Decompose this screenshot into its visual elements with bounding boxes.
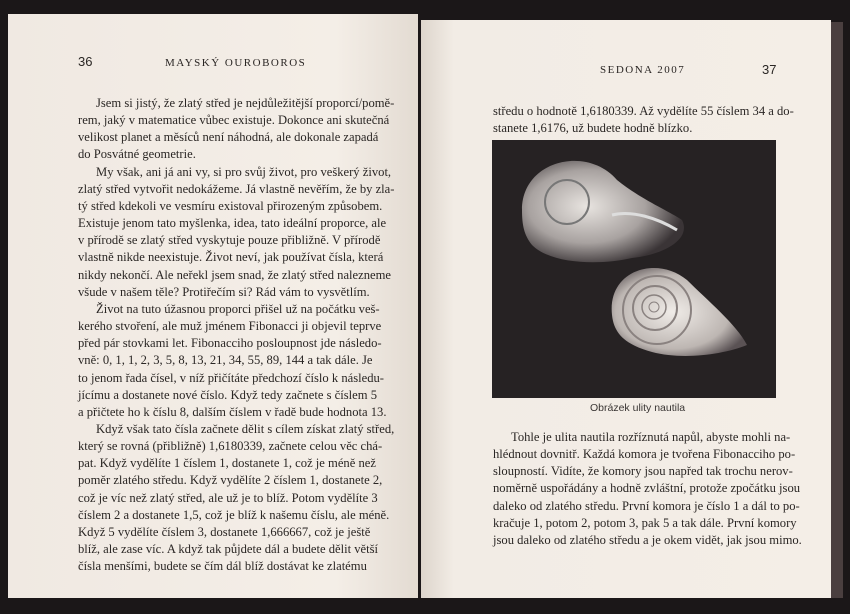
text-line: daleko od zlatého středu. První komora je číslo 1 a dál to po-	[493, 498, 800, 513]
text-line: Jsem si jistý, že zlatý střed je nejdůležitější proporcí/pomě-	[96, 96, 395, 110]
nautilus-shell-photo	[492, 140, 776, 398]
text-line: rem, jaký v matematice vůbec existuje. Dokonce ani skutečná	[78, 113, 390, 128]
text-line: vně: 0, 1, 1, 2, 3, 5, 8, 13, 21, 34, 55, 89, 144 a tak dále. Je	[78, 353, 373, 368]
right-body-text	[493, 429, 802, 549]
text-line: sloupností. Vidíte, že komory jsou napřed tak trochu nerov-	[493, 464, 793, 479]
text-line: kerého stvoření, ale muž jménem Fibonacci ji objevil teprve	[78, 319, 382, 334]
text-line: Tohle je ulita nautila rozříznutá napůl, abyste mohli na-	[511, 430, 791, 444]
text-line: Když 5 vydělíte číslem 3, dostanete 1,666667, což je ještě	[78, 524, 371, 539]
paragraph	[78, 95, 395, 164]
text-line: středu o hodnotě 1,6180339. Až vydělíte 55 číslem 34 a do-	[493, 104, 794, 118]
text-line: My však, ani já ani vy, si pro svůj život, pro veškerý život,	[96, 164, 392, 179]
text-line: všude v našem těle? Protiřečím si? Rád vám to vysvětlím.	[78, 284, 370, 299]
text-line: Existuje jenom tato myšlenka, idea, tato ideální proporce, ale	[78, 216, 387, 231]
left-body-text	[78, 95, 395, 575]
text-line: vlastně nikde neexistuje. Život neví, jak používat čísla, která	[78, 250, 384, 265]
paragraph	[78, 301, 387, 421]
text-line: číslem 2 a dostanete 1,5, což je blíž k našemu číslu, ale méně.	[78, 507, 390, 522]
text-line: tý střed kdekoli ve vesmíru existoval přirozeným způsobem.	[78, 198, 383, 213]
text-line: Život na tuto úžasnou proporci přišel už na počátku veš-	[96, 301, 380, 316]
figure-caption: Obrázek ulity nautila	[590, 402, 686, 414]
text-line: velikost planet a měsíců není náhodná, ale dokonale zapadá	[78, 130, 379, 145]
running-header-left: MAYSKÝ OUROBOROS	[165, 57, 307, 69]
text-line: do Posvátné geometrie.	[78, 147, 196, 162]
text-line: hlédnout dovnitř. Každá komora je tvořena Fibonacciho po-	[493, 447, 796, 462]
text-line: Když však tato čísla začnete dělit s cílem získat zlatý střed,	[96, 421, 395, 436]
text-line: což je víc než zlatý střed, ale už je to blíž. Potom vydělíte 3	[78, 490, 378, 505]
text-line: kračuje 1, potom 2, potom 3, pak 5 a tak dále. První komory	[493, 515, 797, 530]
text-line: jícímu a dostanete nové číslo. Když tedy začnete s číslem 5	[78, 387, 378, 402]
paragraph	[78, 164, 395, 301]
text-line: noměrně uspořádány a hodně zvláštní, protože zpočátku jsou	[493, 481, 801, 496]
text-line: a přičtete ho k číslu 8, dalším číslem v řadě bude hodnota 13.	[78, 404, 387, 419]
book-edge	[831, 22, 843, 598]
text-line: stanete 1,6176, už budete hodně blízko.	[493, 121, 693, 136]
text-line: nikdy nekončí. Ale neřekl jsem snad, že zlatý střed nalezneme	[78, 267, 391, 282]
text-line: před pár stovkami let. Fibonacciho posloupnost jde následo-	[78, 336, 382, 351]
text-line: jsou daleko od zlatého středu a je okem vidět, jak jsou mimo.	[493, 532, 802, 547]
text-line: v přírodě se zlatý střed vyskytuje pouze přibližně. V přírodě	[78, 233, 381, 248]
right-top-text	[493, 103, 794, 137]
page-number-right: 37	[762, 62, 777, 77]
text-line: zlatý střed vytvořit nedokážeme. Já vlastně nevěřím, že by zla-	[78, 181, 395, 196]
text-line: blíž, ale zase víc. A když tak půjdete dál a budete dělit větší	[78, 542, 379, 557]
running-header-right: SEDONA 2007	[600, 64, 686, 76]
text-line: to jenom řada čísel, v níž přičítáte předchozí číslo k následu-	[78, 370, 384, 385]
paragraph	[78, 421, 395, 575]
text-line: pat. Když vydělíte 1 číslem 1, dostanete 1, což je méně než	[78, 456, 376, 471]
page-number-left: 36	[78, 54, 93, 69]
text-line: poměr zlatého středu. Když vydělíte 2 číslem 1, dostanete 2,	[78, 473, 383, 488]
text-line: který se rovná (přibližně) 1,6180339, začnete celou věc chá-	[78, 439, 383, 454]
text-line: čísla menšími, budete se čím dál blíž dostávat ke zlatému	[78, 559, 367, 574]
